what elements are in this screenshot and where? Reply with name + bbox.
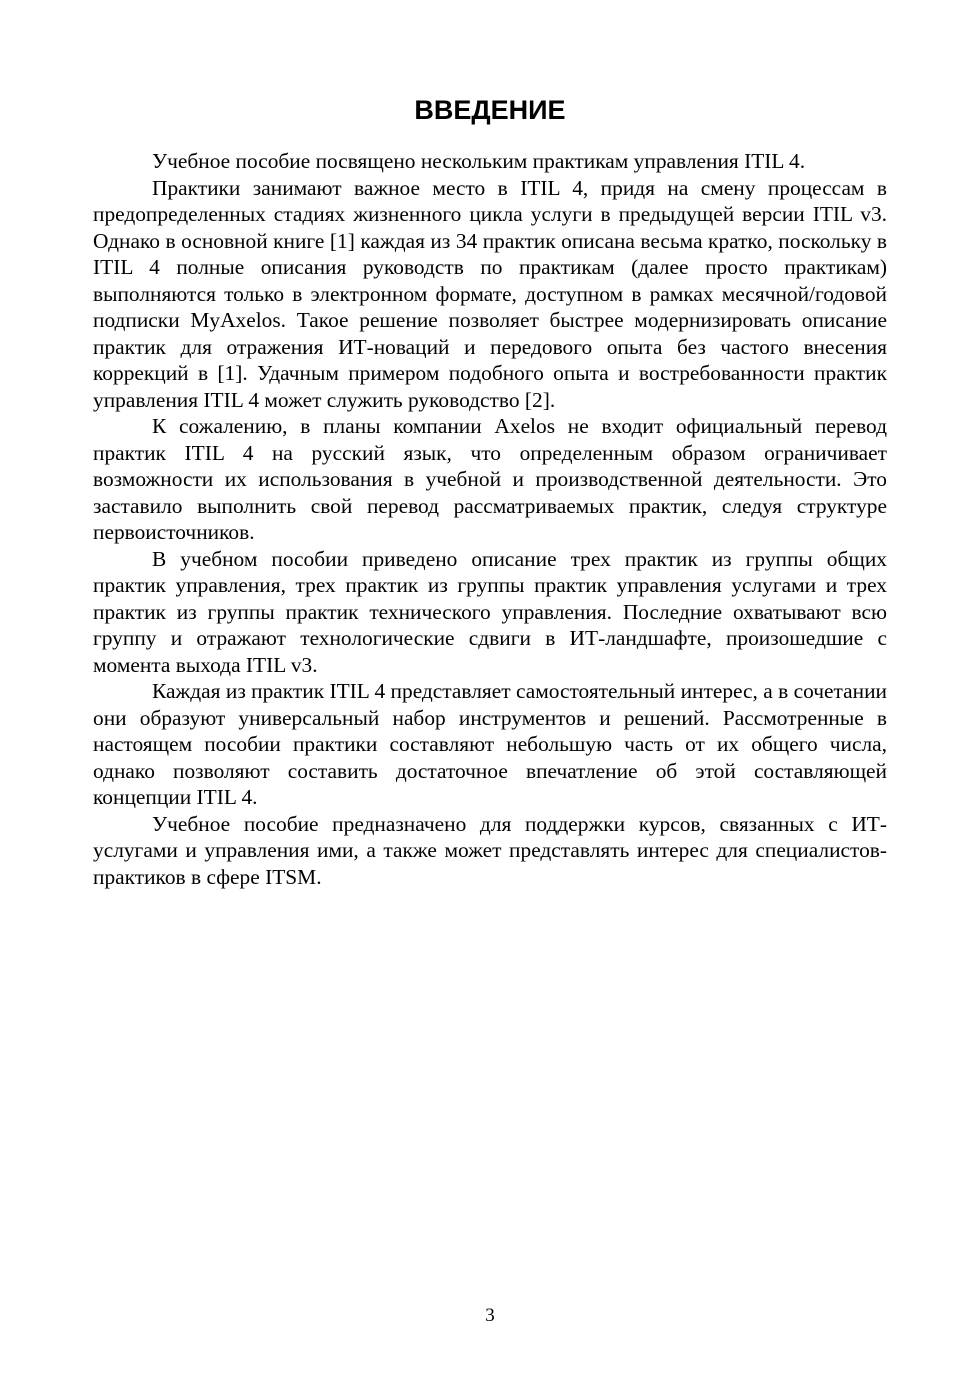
paragraph: Каждая из практик ITIL 4 представляет самостоятельный интерес, а в сочетании они образуют универсальный набор инструментов и решений. Рассмотренные в настоящем пособии практики составляют небольшую часть от их общего числа, однако позволяют составить достаточное впечатление об этой составляющей концепции ITIL 4.: [93, 679, 887, 809]
page-number: 3: [485, 1305, 495, 1326]
page-title: ВВЕДЕНИЕ: [414, 95, 566, 125]
paragraph: Практики занимают важное место в ITIL 4, придя на смену процессам в предопределенных стадиях жизненного цикла услуги в предыдущей версии ITIL v3. Однако в основной книге [1] каждая из 34 практик описана весьма кратко, поскольку в ITIL 4 полные описания руководств по практикам (далее просто практикам) выполняются только в электронном формате, доступном в рамках месячной/годовой подписки MyAxelos. Такое решение позволяет быстрее модернизировать описание практик для отражения ИТ-новаций и передового опыта без частого внесения коррекций в [1]. Удачным примером подобного опыта и востребованности практик управления ITIL 4 может служить руководство [2].: [93, 175, 887, 412]
paragraph: В учебном пособии приведено описание трех практик из группы общих практик управления, трех практик из группы практик управления услугами и трех практик из группы практик технического управления. Последние охватывают всю группу и отражают технологические сдвиги в ИТ-ландшафте, произошедшие с момента выхода ITIL v3.: [93, 546, 887, 677]
body-text: [93, 148, 887, 890]
paragraph: К сожалению, в планы компании Axelos не входит официальный перевод практик ITIL 4 на русский язык, что определенным образом ограничивает возможности их использования в учебной и производственной деятельности. Это заставило выполнить свой перевод рассматриваемых практик, следуя структуре первоисточников.: [93, 414, 887, 544]
paragraph: Учебное пособие предназначено для поддержки курсов, связанных с ИТ-услугами и управления ими, а также может представлять интерес для специалистов-практиков в сфере ITSM.: [93, 811, 887, 889]
paragraph: Учебное пособие посвящено нескольким практикам управления ITIL 4.: [152, 149, 806, 173]
